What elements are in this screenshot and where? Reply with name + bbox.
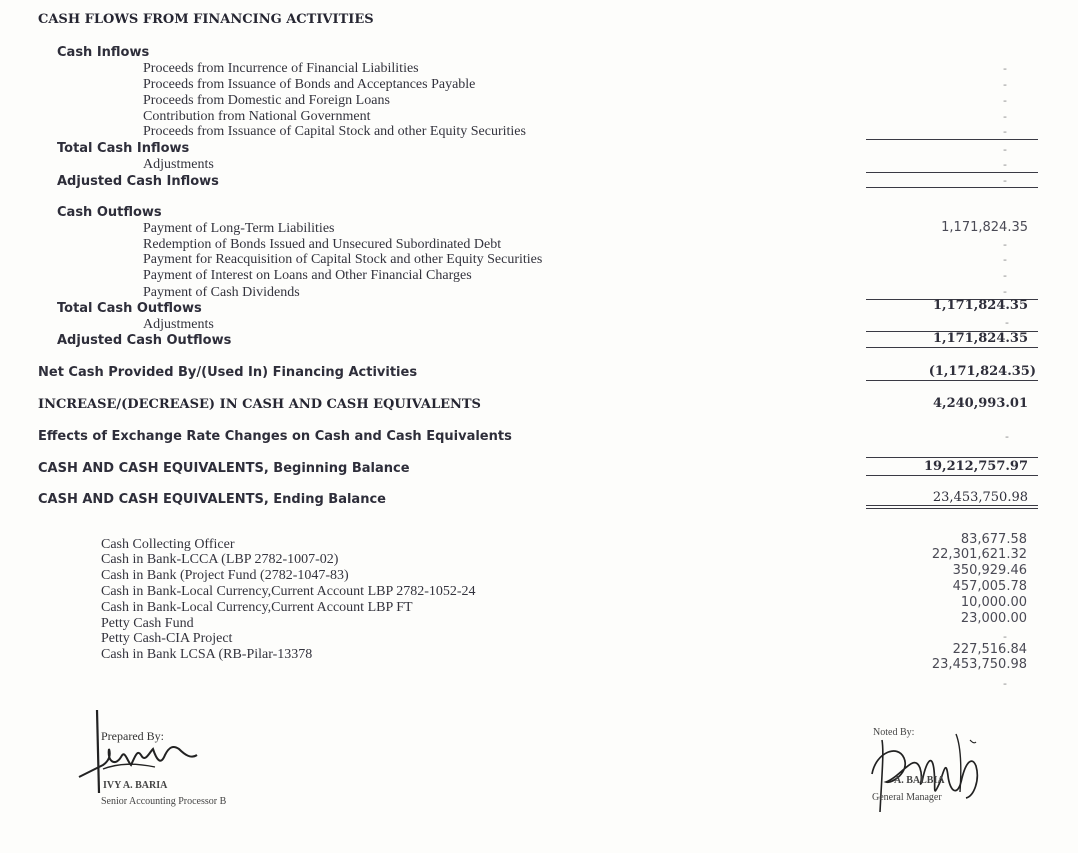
noted-caption: Noted By: bbox=[873, 727, 915, 738]
total-outflows-label: Total Cash Outflows bbox=[57, 301, 202, 316]
inflow-label: Contribution from National Government bbox=[143, 109, 371, 124]
prepared-name: IVY A. BARIA bbox=[103, 780, 168, 791]
breakdown-label: Cash in Bank-Local Currency,Current Account LBP FT bbox=[101, 600, 413, 615]
rule-line bbox=[866, 347, 1038, 348]
inflows-heading: Cash Inflows bbox=[57, 45, 150, 60]
outflow-value: 1,171,824.35 bbox=[941, 220, 1028, 235]
outflow-label: Payment of Interest on Loans and Other Financial Charges bbox=[143, 268, 472, 283]
outflow-label: Redemption of Bonds Issued and Unsecured Subordinated Debt bbox=[143, 237, 502, 252]
rule-line bbox=[866, 172, 1038, 173]
outflow-value: - bbox=[1003, 269, 1007, 282]
noted-name: A. BALBIA bbox=[894, 775, 945, 786]
summary-label: Effects of Exchange Rate Changes on Cash and Cash Equivalents bbox=[38, 429, 512, 444]
outflow-value: - bbox=[1003, 238, 1007, 251]
total-inflows-value: - bbox=[1003, 143, 1007, 156]
breakdown-label: Cash in Bank LCSA (RB-Pilar-13378 bbox=[101, 647, 313, 662]
breakdown-value: 23,000.00 bbox=[960, 611, 1027, 626]
summary-label: CASH AND CASH EQUIVALENTS, Ending Balance bbox=[38, 492, 386, 507]
summary-value: 23,453,750.98 bbox=[932, 490, 1028, 505]
adjusted-outflows-label: Adjusted Cash Outflows bbox=[57, 333, 232, 348]
breakdown-label: Cash in Bank-LCCA (LBP 2782-1007-02) bbox=[101, 552, 339, 567]
breakdown-total: 23,453,750.98 bbox=[931, 657, 1027, 672]
breakdown-trailing: - bbox=[1003, 677, 1007, 690]
summary-value: 4,240,993.01 bbox=[933, 396, 1028, 411]
breakdown-value: 22,301,621.32 bbox=[931, 547, 1027, 562]
breakdown-value: 83,677.58 bbox=[960, 532, 1027, 547]
outflow-value: - bbox=[1003, 285, 1007, 298]
net-cash-label: Net Cash Provided By/(Used In) Financing Activities bbox=[38, 365, 418, 380]
inflow-label: Proceeds from Issuance of Bonds and Acceptances Payable bbox=[143, 77, 476, 92]
net-cash-value: (1,171,824.35) bbox=[928, 364, 1036, 379]
rule-line bbox=[866, 380, 1038, 381]
breakdown-value: 457,005.78 bbox=[952, 579, 1027, 594]
outflow-value: - bbox=[1003, 253, 1007, 266]
summary-value: - bbox=[1005, 430, 1009, 443]
breakdown-value: 10,000.00 bbox=[960, 595, 1027, 610]
breakdown-label: Cash Collecting Officer bbox=[101, 537, 235, 552]
breakdown-value: 227,516.84 bbox=[952, 642, 1027, 657]
inflow-value: - bbox=[1003, 110, 1007, 123]
inflows-adjustments-label: Adjustments bbox=[143, 157, 214, 172]
double-rule-line bbox=[866, 508, 1038, 509]
breakdown-label: Petty Cash Fund bbox=[101, 616, 194, 631]
outflow-label: Payment of Long-Term Liabilities bbox=[143, 221, 335, 236]
outflow-label: Payment of Cash Dividends bbox=[143, 285, 300, 300]
rule-line bbox=[866, 187, 1038, 188]
breakdown-value: 350,929.46 bbox=[952, 563, 1027, 578]
inflow-value: - bbox=[1003, 78, 1007, 91]
rule-line bbox=[866, 457, 1038, 458]
inflow-value: - bbox=[1003, 125, 1007, 138]
outflows-adjustments-value: - bbox=[1005, 316, 1009, 329]
breakdown-value: - bbox=[1003, 630, 1007, 643]
inflow-value: - bbox=[1003, 62, 1007, 75]
noted-title: General Manager bbox=[872, 792, 942, 803]
breakdown-label: Cash in Bank (Project Fund (2782-1047-83) bbox=[101, 568, 349, 583]
adjusted-outflows-value: 1,171,824.35 bbox=[933, 331, 1028, 346]
prepared-title: Senior Accounting Processor B bbox=[101, 796, 227, 807]
outflows-heading: Cash Outflows bbox=[57, 205, 162, 220]
prepared-caption: Prepared By: bbox=[101, 729, 164, 743]
inflow-label: Proceeds from Issuance of Capital Stock and other Equity Securities bbox=[143, 124, 526, 139]
section-title: CASH FLOWS FROM FINANCING ACTIVITIES bbox=[38, 12, 374, 27]
rule-line bbox=[866, 505, 1038, 506]
rule-line bbox=[866, 139, 1038, 140]
summary-label: CASH AND CASH EQUIVALENTS, Beginning Balance bbox=[38, 461, 410, 476]
outflows-adjustments-label: Adjustments bbox=[143, 317, 214, 332]
total-outflows-value: 1,171,824.35 bbox=[933, 298, 1028, 313]
inflow-label: Proceeds from Incurrence of Financial Liabilities bbox=[143, 61, 419, 76]
outflow-label: Payment for Reacquisition of Capital Stock and other Equity Securities bbox=[143, 252, 543, 267]
inflows-adjustments-value: - bbox=[1003, 158, 1007, 171]
adjusted-inflows-label: Adjusted Cash Inflows bbox=[57, 174, 219, 189]
adjusted-inflows-value: - bbox=[1003, 174, 1007, 187]
inflow-value: - bbox=[1003, 94, 1007, 107]
summary-label: INCREASE/(DECREASE) IN CASH AND CASH EQUIVALENTS bbox=[38, 397, 481, 412]
summary-value: 19,212,757.97 bbox=[923, 459, 1028, 474]
breakdown-label: Petty Cash-CIA Project bbox=[101, 631, 233, 646]
total-inflows-label: Total Cash Inflows bbox=[57, 141, 190, 156]
breakdown-label: Cash in Bank-Local Currency,Current Account LBP 2782-1052-24 bbox=[101, 584, 476, 599]
inflow-label: Proceeds from Domestic and Foreign Loans bbox=[143, 93, 390, 108]
rule-line bbox=[866, 475, 1038, 476]
